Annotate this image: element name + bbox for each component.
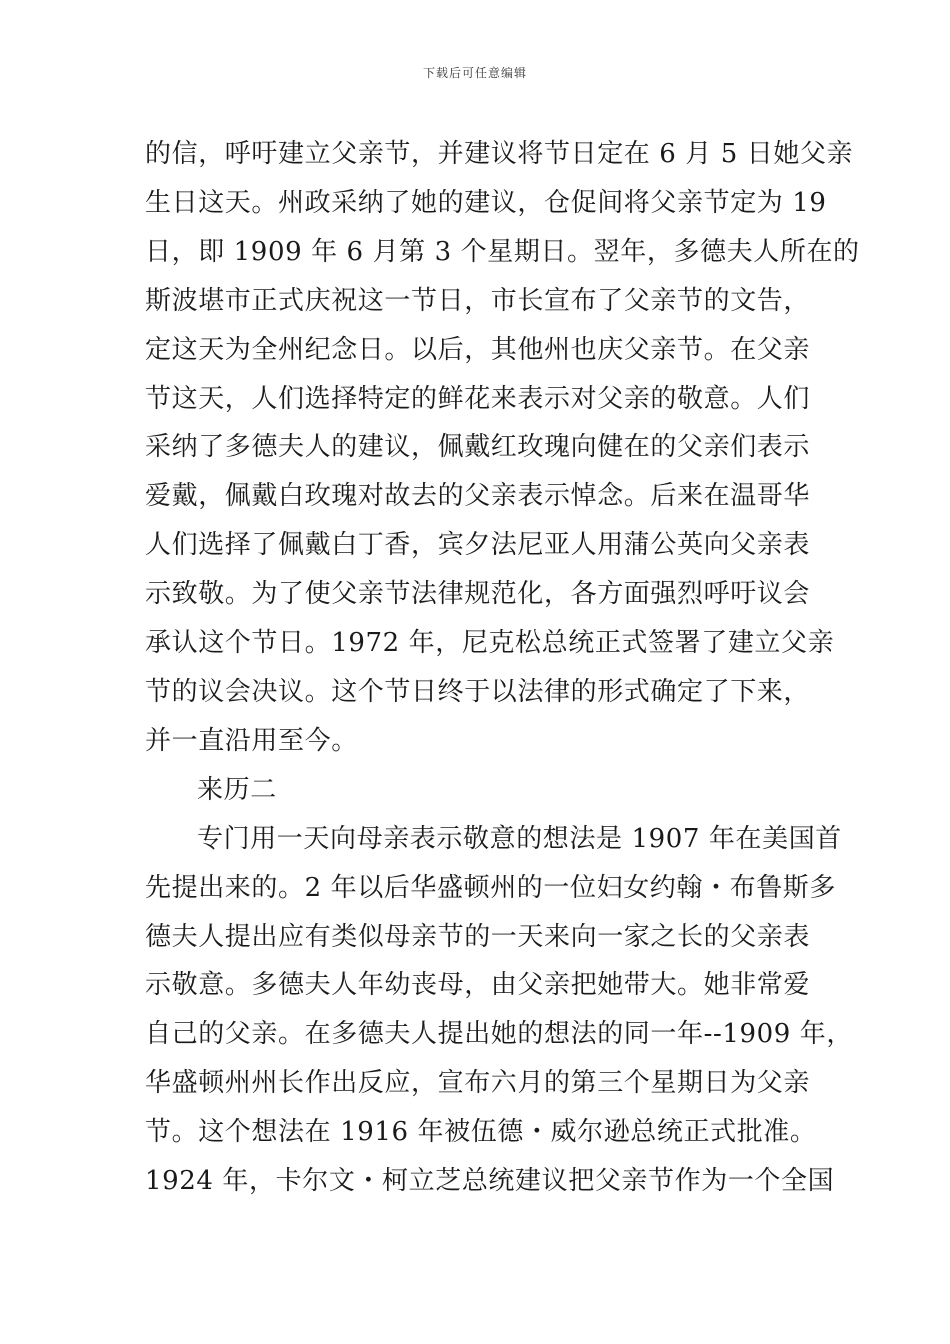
- text-line: 示敬意。多德夫人年幼丧母，由父亲把她带大。她非常爱: [145, 970, 811, 1001]
- text-line: 爱戴，佩戴白玫瑰对故去的父亲表示悼念。后来在温哥华: [145, 481, 811, 512]
- text-line: 华盛顿州州长作出反应，宣布六月的第三个星期日为父亲: [145, 1068, 811, 1099]
- text-line: 定这天为全州纪念日。以后，其他州也庆父亲节。在父亲: [145, 334, 811, 365]
- text-line: 并一直沿用至今。: [145, 725, 358, 756]
- text-line: 承认这个节日。1972 年，尼克松总统正式签署了建立父亲: [145, 628, 835, 659]
- text-line: 示致敬。为了使父亲节法律规范化，各方面强烈呼吁议会: [145, 579, 811, 610]
- text-line: 自己的父亲。在多德夫人提出她的想法的同一年--1909 年，: [145, 1019, 854, 1050]
- text-line: 生日这天。州政采纳了她的建议，仓促间将父亲节定为 19: [145, 187, 827, 218]
- body-text: [145, 130, 860, 1206]
- text-line: 节的议会决议。这个节日终于以法律的形式确定了下来，: [145, 676, 811, 707]
- text-line: 先提出来的。2 年以后华盛顿州的一位妇女约翰・布鲁斯多: [145, 872, 837, 903]
- text-line: 采纳了多德夫人的建议，佩戴红玫瑰向健在的父亲们表示: [145, 432, 811, 463]
- text-line: 德夫人提出应有类似母亲节的一天来向一家之长的父亲表: [145, 921, 811, 952]
- text-line: 节。这个想法在 1916 年被伍德・威尔逊总统正式批准。: [145, 1117, 817, 1148]
- text-line: 1924 年，卡尔文・柯立芝总统建议把父亲节作为一个全国: [145, 1166, 835, 1197]
- header-note: 下载后可任意编辑: [422, 66, 527, 80]
- section-heading: 来历二: [197, 774, 277, 805]
- text-line: 日，即 1909 年 6 月第 3 个星期日。翌年，多德夫人所在的: [145, 236, 860, 267]
- text-line: 节这天，人们选择特定的鲜花来表示对父亲的敬意。人们: [145, 383, 811, 414]
- text-line: 专门用一天向母亲表示敬意的想法是 1907 年在美国首: [197, 823, 842, 854]
- text-line: 的信，呼吁建立父亲节，并建议将节日定在 6 月 5 日她父亲: [145, 139, 854, 169]
- text-line: 斯波堪市正式庆祝这一节日，市长宣布了父亲节的文告，: [145, 285, 811, 316]
- text-line: 人们选择了佩戴白丁香，宾夕法尼亚人用蒲公英向父亲表: [145, 530, 811, 561]
